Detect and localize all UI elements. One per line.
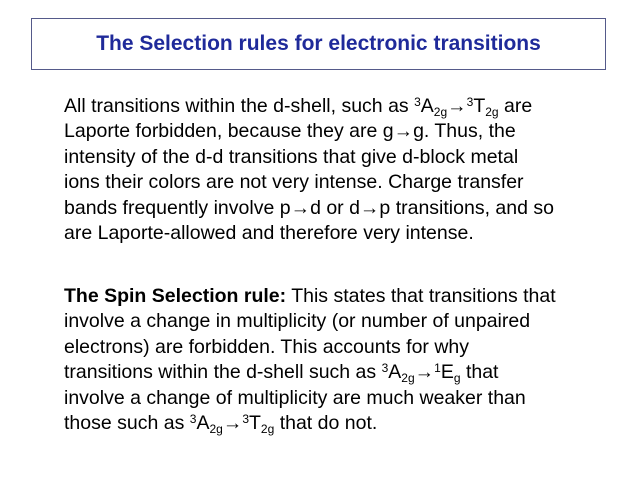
text-span: those such as	[64, 412, 190, 435]
term-superscript: 3	[242, 412, 249, 427]
term-superscript: 3	[381, 361, 389, 376]
spin-selection-rule-paragraph	[64, 284, 604, 436]
paragraph-line: electrons) are forbidden. This accounts for why	[64, 335, 470, 358]
text-span: that do not.	[274, 412, 378, 435]
term-symbol: T	[473, 95, 486, 117]
paragraph-line: involve a change of multiplicity are much weaker than	[64, 386, 526, 409]
arrow-symbol: →	[414, 361, 435, 384]
term-subscript: 2g	[401, 371, 415, 386]
term-superscript: 3	[189, 412, 197, 427]
paragraph-line: intensity of the d-d transitions that give d-block metal	[64, 145, 519, 168]
rule-heading: The Spin Selection rule:	[64, 285, 287, 307]
paragraph-line: Laporte forbidden, because they are g→g. Thus, the	[64, 120, 516, 143]
arrow-symbol: →	[222, 412, 243, 435]
term-symbol: A	[196, 412, 210, 435]
paragraph-line	[64, 94, 604, 119]
text-span: All transitions within the d-shell, such as	[64, 95, 415, 117]
term-subscript: 2g	[433, 105, 448, 119]
text-span: that	[460, 361, 499, 384]
slide-title: The Selection rules for electronic transitions	[96, 32, 541, 55]
term-subscript: 2g	[485, 105, 499, 119]
term-subscript: 2g	[260, 422, 275, 437]
term-symbol: E	[440, 361, 454, 384]
text-span: This states that transitions that	[286, 285, 556, 307]
paragraph-line: ions their colors are not very intense. Charge transfer	[64, 171, 524, 194]
term-symbol: T	[249, 412, 261, 435]
title-box	[31, 18, 606, 70]
term-superscript: 1	[434, 361, 441, 376]
arrow-symbol: →	[447, 95, 467, 117]
paragraph-line: involve a change in multiplicity (or number of unpaired	[64, 310, 531, 333]
paragraph-line: bands frequently involve p→d or d→p transitions, and so	[64, 196, 554, 219]
term-superscript: 3	[414, 95, 421, 109]
term-subscript: g	[453, 371, 461, 386]
term-symbol: A	[420, 95, 434, 117]
text-span: transitions within the d-shell such as	[64, 361, 382, 384]
term-symbol: A	[388, 361, 402, 384]
term-superscript: 3	[466, 95, 474, 109]
paragraph-line: are Laporte-allowed and therefore very intense.	[64, 222, 474, 245]
term-subscript: 2g	[209, 422, 223, 437]
text-span: are	[498, 95, 533, 117]
paragraph-line	[64, 360, 604, 385]
laporte-rule-paragraph	[64, 94, 604, 246]
paragraph-line	[64, 284, 604, 309]
paragraph-line	[64, 411, 604, 436]
